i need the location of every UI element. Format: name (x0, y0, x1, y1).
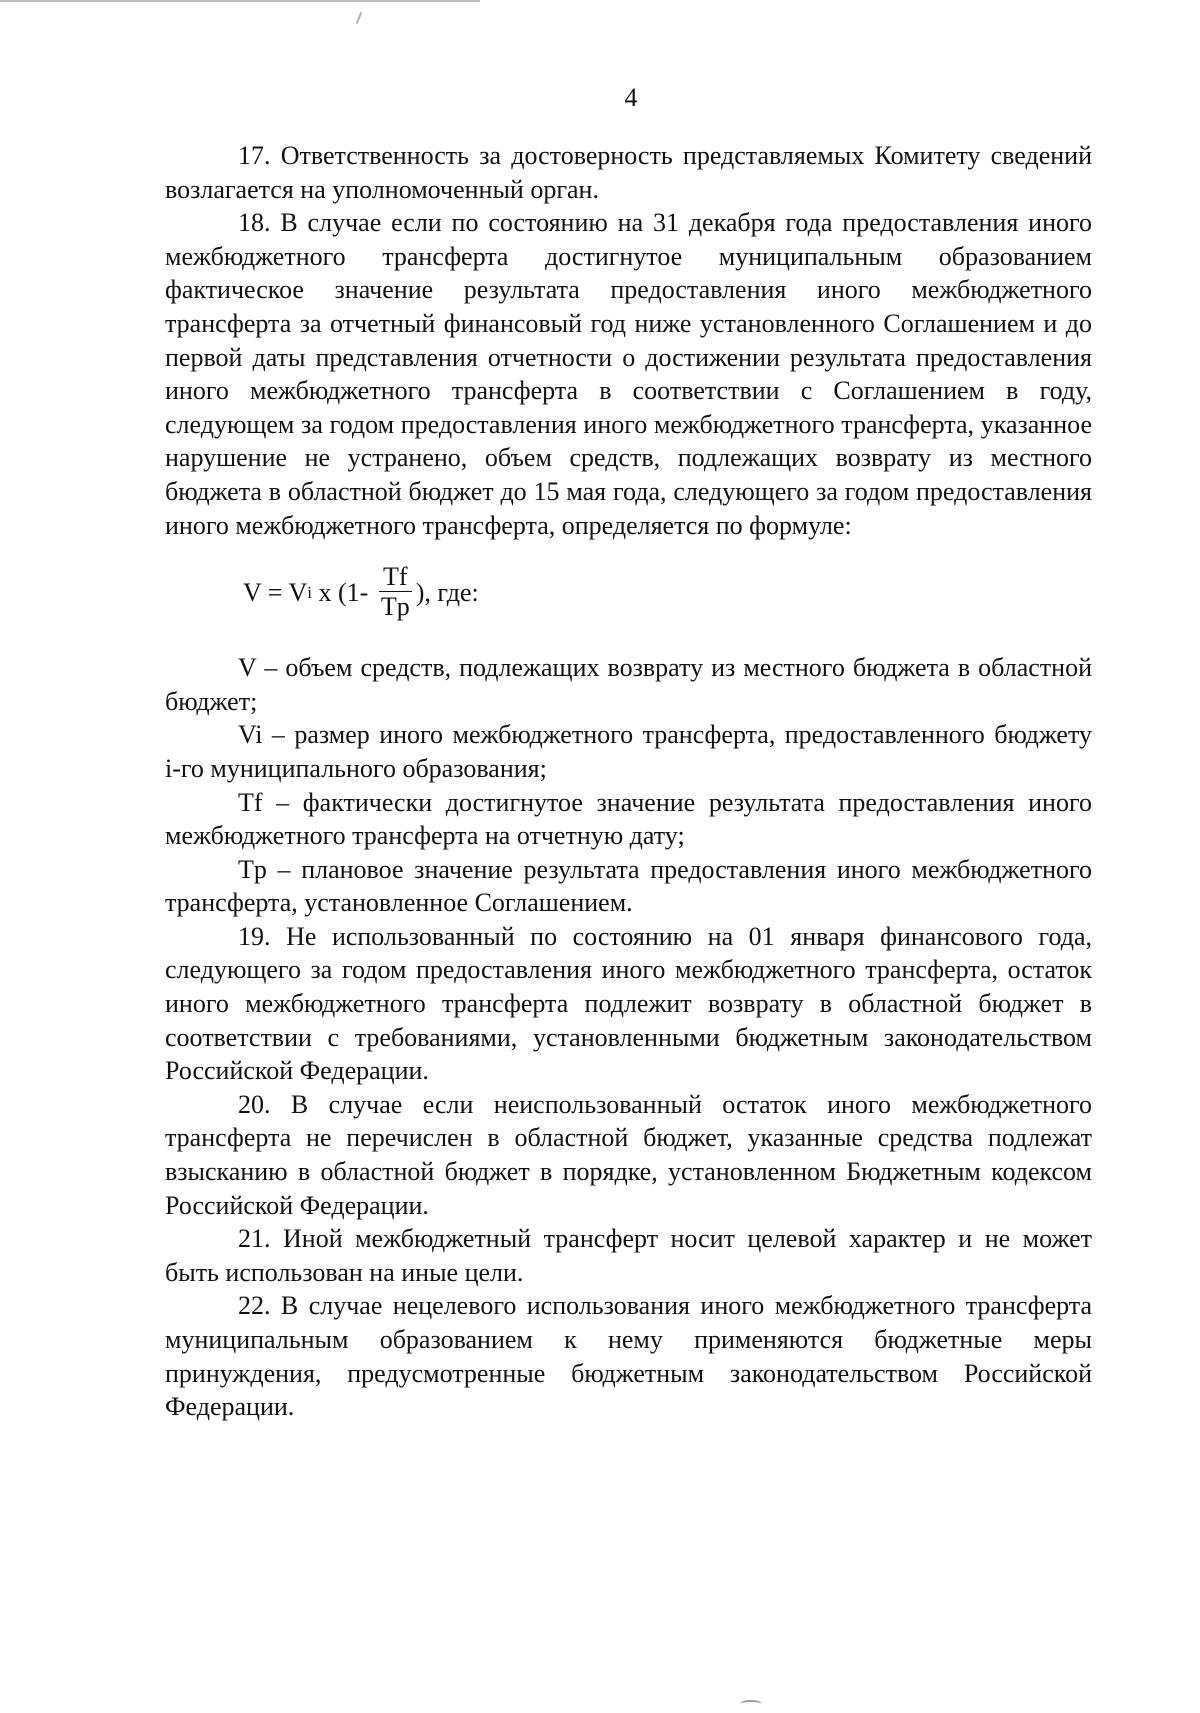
definition-v: V – объем средств, подлежащих возврату из местного бюджета в областной бюджет; (165, 653, 1092, 716)
document-body (165, 139, 1092, 1424)
formula-fraction (377, 563, 414, 622)
scan-edge-line (0, 0, 480, 2)
formula (243, 563, 479, 622)
paragraph-22: 22. В случае нецелевого использования иного межбюджетного трансферта муниципальным образованием к нему применяются бюджетные меры принуждения, предусмотренные бюджетным законодательством Российской Федерации. (165, 1291, 1092, 1422)
definition-vi: Vi – размер иного межбюджетного трансферта, предоставленного бюджету i-го муниципального образования; (165, 720, 1092, 783)
scan-artifact-bottom (740, 1700, 762, 1708)
formula-denominator: Tp (380, 592, 410, 622)
formula-lhs: V = V (243, 577, 308, 607)
formula-middle: x (1- (312, 577, 375, 607)
scan-artifact-mark (356, 12, 362, 24)
definition-tp: Tp – плановое значение результата предоставления иного межбюджетного трансферта, установленное Соглашением. (165, 854, 1092, 918)
page-number: 4 (624, 83, 638, 112)
paragraph-17: 17. Ответственность за достоверность представляемых Комитету сведений возлагается на уполномоченный орган. (165, 141, 1092, 204)
formula-numerator: Tf (379, 563, 412, 592)
formula-tail: ), где: (415, 577, 479, 607)
paragraph-19: 19. Не использованный по состоянию на 01 января финансового года, следующего за годом предоставления иного межбюджетного трансферта, остаток иного межбюджетного трансферта подлежит возврату в областной бюджет в соответствии с требованиями, установленными бюджетным законодательством Российской Федерации. (165, 921, 1092, 1086)
paragraph-20: 20. В случае если неиспользованный остаток иного межбюджетного трансферта не перечислен в областной бюджет, указанные средства подлежат взысканию в областной бюджет в порядке, установленном Бюджетным кодексом Российской Федерации. (165, 1089, 1092, 1220)
paragraph-18: 18. В случае если по состоянию на 31 декабря года предоставления иного межбюджетного трансферта достигнутое муниципальным образованием фактическое значение результата предоставления иного межбюджетного трансферта за отчетный финансовый год ниже установленного Соглашением и до первой даты представления отчетности о достижении результата предоставления иного межбюджетного трансферта в соответствии с Соглашением в году, следующем за годом предоставления иного межбюджетного трансферта, указанное нарушение не устранено, объем средств, подлежащих возврату из местного бюджета в областной бюджет до 15 мая года, следующего за годом предоставления иного межбюджетного трансферта, определяется по формуле: (165, 208, 1092, 540)
paragraph-21: 21. Иной межбюджетный трансферт носит целевой характер и не может быть использован на иные цели. (165, 1224, 1092, 1287)
formula-subscript: i (307, 582, 313, 602)
formula-block (165, 542, 1092, 651)
definition-tf: Tf – фактически достигнутое значение результата предоставления иного межбюджетного трансферта на отчетную дату; (165, 787, 1092, 851)
